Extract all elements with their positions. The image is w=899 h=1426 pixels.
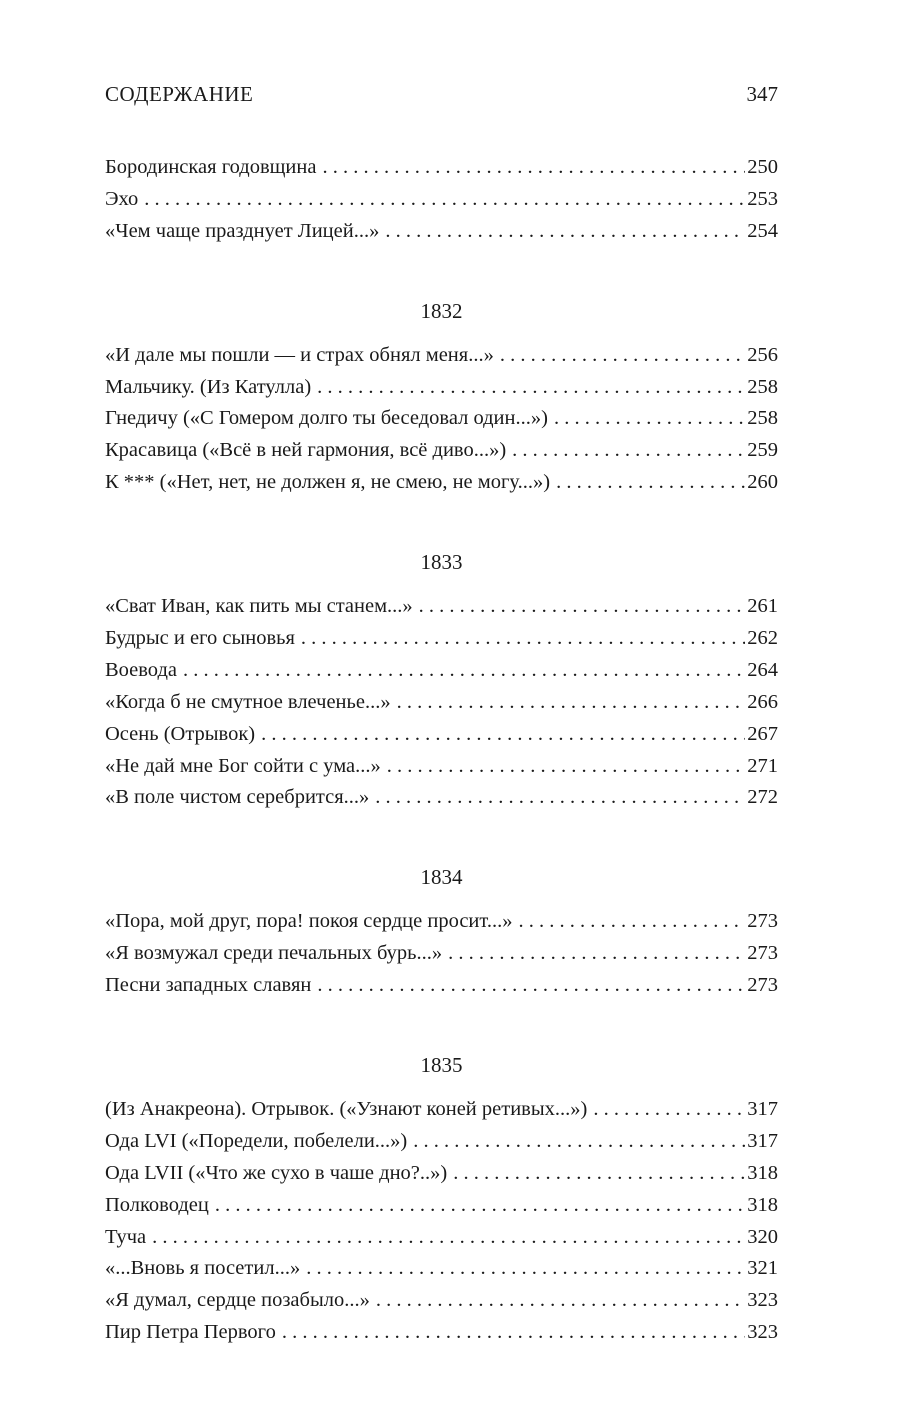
toc-entry bbox=[105, 938, 778, 970]
entry-title: Туча bbox=[105, 1225, 147, 1248]
toc-entry bbox=[105, 1094, 778, 1126]
entry-title: Полководец bbox=[105, 1193, 209, 1216]
table-of-contents bbox=[105, 152, 778, 1349]
dot-leader bbox=[282, 1317, 745, 1349]
entry-title: Осень (Отрывок) bbox=[105, 722, 256, 745]
dot-leader bbox=[215, 1190, 745, 1222]
entry-page-number: 320 bbox=[747, 1225, 778, 1248]
entry-title: «Пора, мой друг, пора! покоя сердце просит...» bbox=[105, 910, 513, 933]
toc-entry bbox=[105, 435, 778, 467]
entry-title: Мальчику. (Из Катулла) bbox=[105, 375, 312, 398]
dot-leader bbox=[144, 184, 745, 216]
entry-title: К *** («Нет, нет, не должен я, не смею, не могу...») bbox=[105, 471, 551, 494]
entry-page-number: 262 bbox=[747, 627, 778, 650]
dot-leader bbox=[413, 1126, 745, 1158]
entry-page-number: 317 bbox=[747, 1098, 778, 1121]
toc-entry bbox=[105, 1222, 778, 1254]
running-head bbox=[105, 82, 778, 118]
dot-leader bbox=[183, 655, 745, 687]
entry-page-number: 318 bbox=[747, 1161, 778, 1184]
toc-entry bbox=[105, 372, 778, 404]
toc-entry bbox=[105, 1158, 778, 1190]
entry-page-number: 261 bbox=[747, 595, 778, 618]
toc-entry bbox=[105, 1285, 778, 1317]
entry-page-number: 323 bbox=[747, 1321, 778, 1344]
dot-leader bbox=[554, 403, 745, 435]
toc-page bbox=[105, 82, 778, 1349]
dot-leader bbox=[556, 467, 745, 499]
toc-entry bbox=[105, 782, 778, 814]
entry-page-number: 253 bbox=[747, 187, 778, 210]
page-number: 347 bbox=[746, 82, 778, 106]
entry-title: «И дале мы пошли — и страх обнял меня...» bbox=[105, 343, 494, 366]
dot-leader bbox=[317, 372, 745, 404]
entry-page-number: 271 bbox=[747, 754, 778, 777]
dot-leader bbox=[385, 216, 745, 248]
entry-title: Ода LVII («Что же сухо в чаше дно?..») bbox=[105, 1161, 448, 1184]
toc-entry bbox=[105, 906, 778, 938]
toc-entry bbox=[105, 1317, 778, 1349]
entry-page-number: 317 bbox=[747, 1129, 778, 1152]
entry-page-number: 256 bbox=[747, 343, 778, 366]
entry-page-number: 258 bbox=[747, 375, 778, 398]
toc-section bbox=[105, 1052, 778, 1349]
entry-title: «Чем чаще празднует Лицей...» bbox=[105, 219, 380, 242]
toc-entry bbox=[105, 467, 778, 499]
toc-section bbox=[105, 864, 778, 1002]
entry-page-number: 258 bbox=[747, 407, 778, 430]
dot-leader bbox=[375, 782, 745, 814]
entry-title: Ода LVI («Поредели, побелели...») bbox=[105, 1129, 408, 1152]
entry-title: Будрыс и его сыновья bbox=[105, 627, 295, 650]
dot-leader bbox=[387, 751, 745, 783]
entry-page-number: 272 bbox=[747, 786, 778, 809]
toc-entry bbox=[105, 1190, 778, 1222]
toc-entry bbox=[105, 591, 778, 623]
dot-leader bbox=[261, 719, 745, 751]
toc-entry bbox=[105, 655, 778, 687]
entry-title: «...Вновь я посетил...» bbox=[105, 1257, 301, 1280]
entry-page-number: 266 bbox=[747, 690, 778, 713]
toc-entry bbox=[105, 340, 778, 372]
entry-page-number: 318 bbox=[747, 1193, 778, 1216]
entry-title: Гнедичу («С Гомером долго ты беседовал один...») bbox=[105, 407, 548, 430]
entry-title: «Не дай мне Бог сойти с ума...» bbox=[105, 754, 381, 777]
toc-section bbox=[105, 298, 778, 499]
section-year-heading: 1835 bbox=[420, 1053, 463, 1078]
dot-leader bbox=[512, 435, 745, 467]
dot-leader bbox=[317, 970, 745, 1002]
entry-page-number: 273 bbox=[747, 974, 778, 997]
toc-entry bbox=[105, 719, 778, 751]
toc-section bbox=[105, 152, 778, 248]
dot-leader bbox=[397, 687, 746, 719]
entry-title: Воевода bbox=[105, 658, 178, 681]
toc-entry bbox=[105, 403, 778, 435]
entry-page-number: 254 bbox=[747, 219, 778, 242]
toc-section bbox=[105, 549, 778, 814]
toc-entry bbox=[105, 751, 778, 783]
dot-leader bbox=[306, 1253, 745, 1285]
entry-title: Бородинская годовщина bbox=[105, 156, 317, 178]
entry-title: Песни западных славян bbox=[105, 974, 312, 997]
dot-leader bbox=[500, 340, 745, 372]
toc-entry bbox=[105, 970, 778, 1002]
running-head-title: СОДЕРЖАНИЕ bbox=[105, 82, 254, 106]
entry-title: «Когда б не смутное влеченье...» bbox=[105, 690, 391, 713]
section-year-heading: 1832 bbox=[420, 298, 463, 323]
entry-title: «В поле чистом серебрится...» bbox=[105, 786, 370, 809]
toc-entry bbox=[105, 1253, 778, 1285]
entry-page-number: 250 bbox=[747, 156, 778, 178]
toc-entry bbox=[105, 687, 778, 719]
toc-entry bbox=[105, 216, 778, 248]
entry-title: Пир Петра Первого bbox=[105, 1321, 276, 1344]
entry-title: «Я возмужал среди печальных бурь...» bbox=[105, 942, 443, 965]
entry-page-number: 260 bbox=[747, 471, 778, 494]
section-year-heading: 1834 bbox=[420, 865, 463, 890]
dot-leader bbox=[518, 906, 745, 938]
dot-leader bbox=[448, 938, 745, 970]
toc-entry bbox=[105, 1126, 778, 1158]
entry-title: (Из Анакреона). Отрывок. («Узнают коней ретивых...») bbox=[105, 1098, 588, 1121]
toc-entry bbox=[105, 184, 778, 216]
dot-leader bbox=[301, 623, 745, 655]
section-year-heading: 1833 bbox=[420, 550, 463, 575]
entry-title: Красавица («Всё в ней гармония, всё диво...») bbox=[105, 439, 507, 462]
toc-entry bbox=[105, 152, 778, 184]
entry-title: «Сват Иван, как пить мы станем...» bbox=[105, 595, 413, 618]
entry-page-number: 323 bbox=[747, 1289, 778, 1312]
entry-page-number: 267 bbox=[747, 722, 778, 745]
toc-entry bbox=[105, 623, 778, 655]
entry-page-number: 264 bbox=[747, 658, 778, 681]
entry-title: Эхо bbox=[105, 187, 139, 210]
entry-page-number: 273 bbox=[747, 910, 778, 933]
entry-page-number: 273 bbox=[747, 942, 778, 965]
dot-leader bbox=[152, 1222, 745, 1254]
dot-leader bbox=[453, 1158, 745, 1190]
entry-page-number: 321 bbox=[747, 1257, 778, 1280]
dot-leader bbox=[419, 591, 746, 623]
dot-leader bbox=[376, 1285, 745, 1317]
entry-title: «Я думал, сердце позабыло...» bbox=[105, 1289, 370, 1312]
entry-page-number: 259 bbox=[747, 439, 778, 462]
dot-leader bbox=[322, 152, 745, 184]
dot-leader bbox=[593, 1094, 745, 1126]
